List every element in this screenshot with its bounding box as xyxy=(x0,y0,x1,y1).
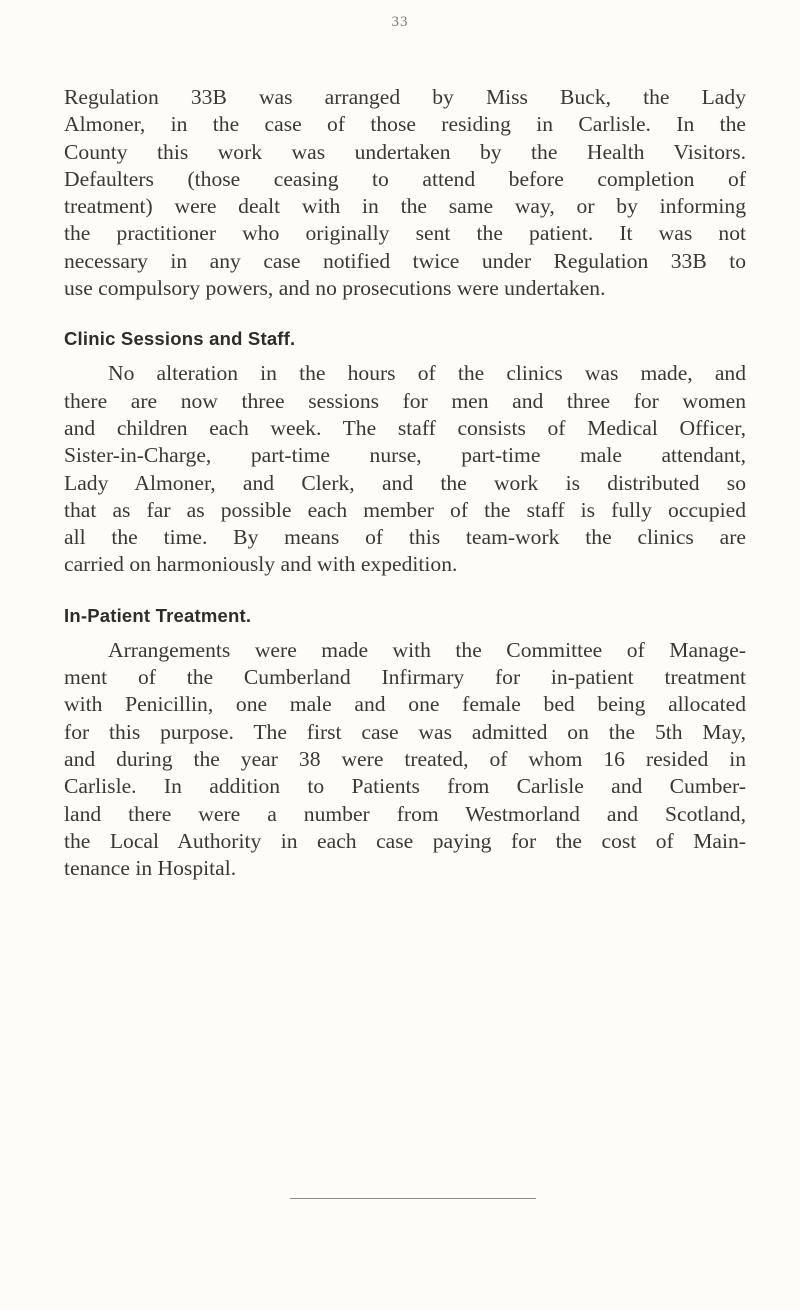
section-heading-in-patient-treatment: In-Patient Treatment. xyxy=(64,604,252,626)
text-line: Regulation 33B was arranged by Miss Buck, the Lady xyxy=(64,85,746,109)
paragraph-clinic-sessions xyxy=(64,360,746,578)
text-line: Sister-in-Charge, part-time nurse, part-time male attendant, xyxy=(64,443,746,468)
text-line: the practitioner who originally sent the patient. It was not xyxy=(64,221,746,246)
text-line: there are now three sessions for men and three for women xyxy=(64,388,746,413)
text-line: Defaulters (those ceasing to attend before completion of xyxy=(64,166,746,191)
text-line: treatment) were dealt with in the same way, or by informing xyxy=(64,194,746,219)
text-line: that as far as possible each member of the staff is fully occupied xyxy=(64,497,746,522)
end-rule-divider xyxy=(290,1198,536,1199)
text-line: No alteration in the hours of the clinics was made, and xyxy=(108,361,746,386)
text-line: use compulsory powers, and no prosecutions were undertaken. xyxy=(64,276,606,301)
text-line: and during the year 38 were treated, of whom 16 resided in xyxy=(64,746,746,771)
text-line: and children each week. The staff consists of Medical Officer, xyxy=(64,415,746,440)
paragraph-in-patient-treatment xyxy=(64,637,746,883)
text-line: land there were a number from Westmorland and Scotland, xyxy=(64,801,746,826)
text-line: County this work was undertaken by the Health Visitors. xyxy=(64,139,746,164)
text-line: Carlisle. In addition to Patients from Carlisle and Cumber- xyxy=(64,774,746,799)
text-line: with Penicillin, one male and one female bed being allocated xyxy=(64,692,746,717)
paragraph-regulation-33b xyxy=(64,84,746,302)
page-number: 33 xyxy=(391,14,409,30)
text-line: all the time. By means of this team-work the clinics are xyxy=(64,525,746,550)
text-line: Almoner, in the case of those residing in Carlisle. In the xyxy=(64,112,746,137)
text-line: tenance in Hospital. xyxy=(64,856,237,881)
page-content xyxy=(64,84,746,882)
section-heading-clinic-sessions: Clinic Sessions and Staff. xyxy=(64,328,296,350)
text-line: Arrangements were made with the Committee of Manage- xyxy=(108,637,746,662)
text-line: necessary in any case notified twice under Regulation 33B to xyxy=(64,248,746,273)
text-line: carried on harmoniously and with expedition. xyxy=(64,552,458,577)
text-line: Lady Almoner, and Clerk, and the work is distributed so xyxy=(64,470,746,495)
text-line: the Local Authority in each case paying for the cost of Main- xyxy=(64,828,746,853)
text-line: ment of the Cumberland Infirmary for in-patient treatment xyxy=(64,665,746,690)
text-line: for this purpose. The first case was admitted on the 5th May, xyxy=(64,719,746,744)
